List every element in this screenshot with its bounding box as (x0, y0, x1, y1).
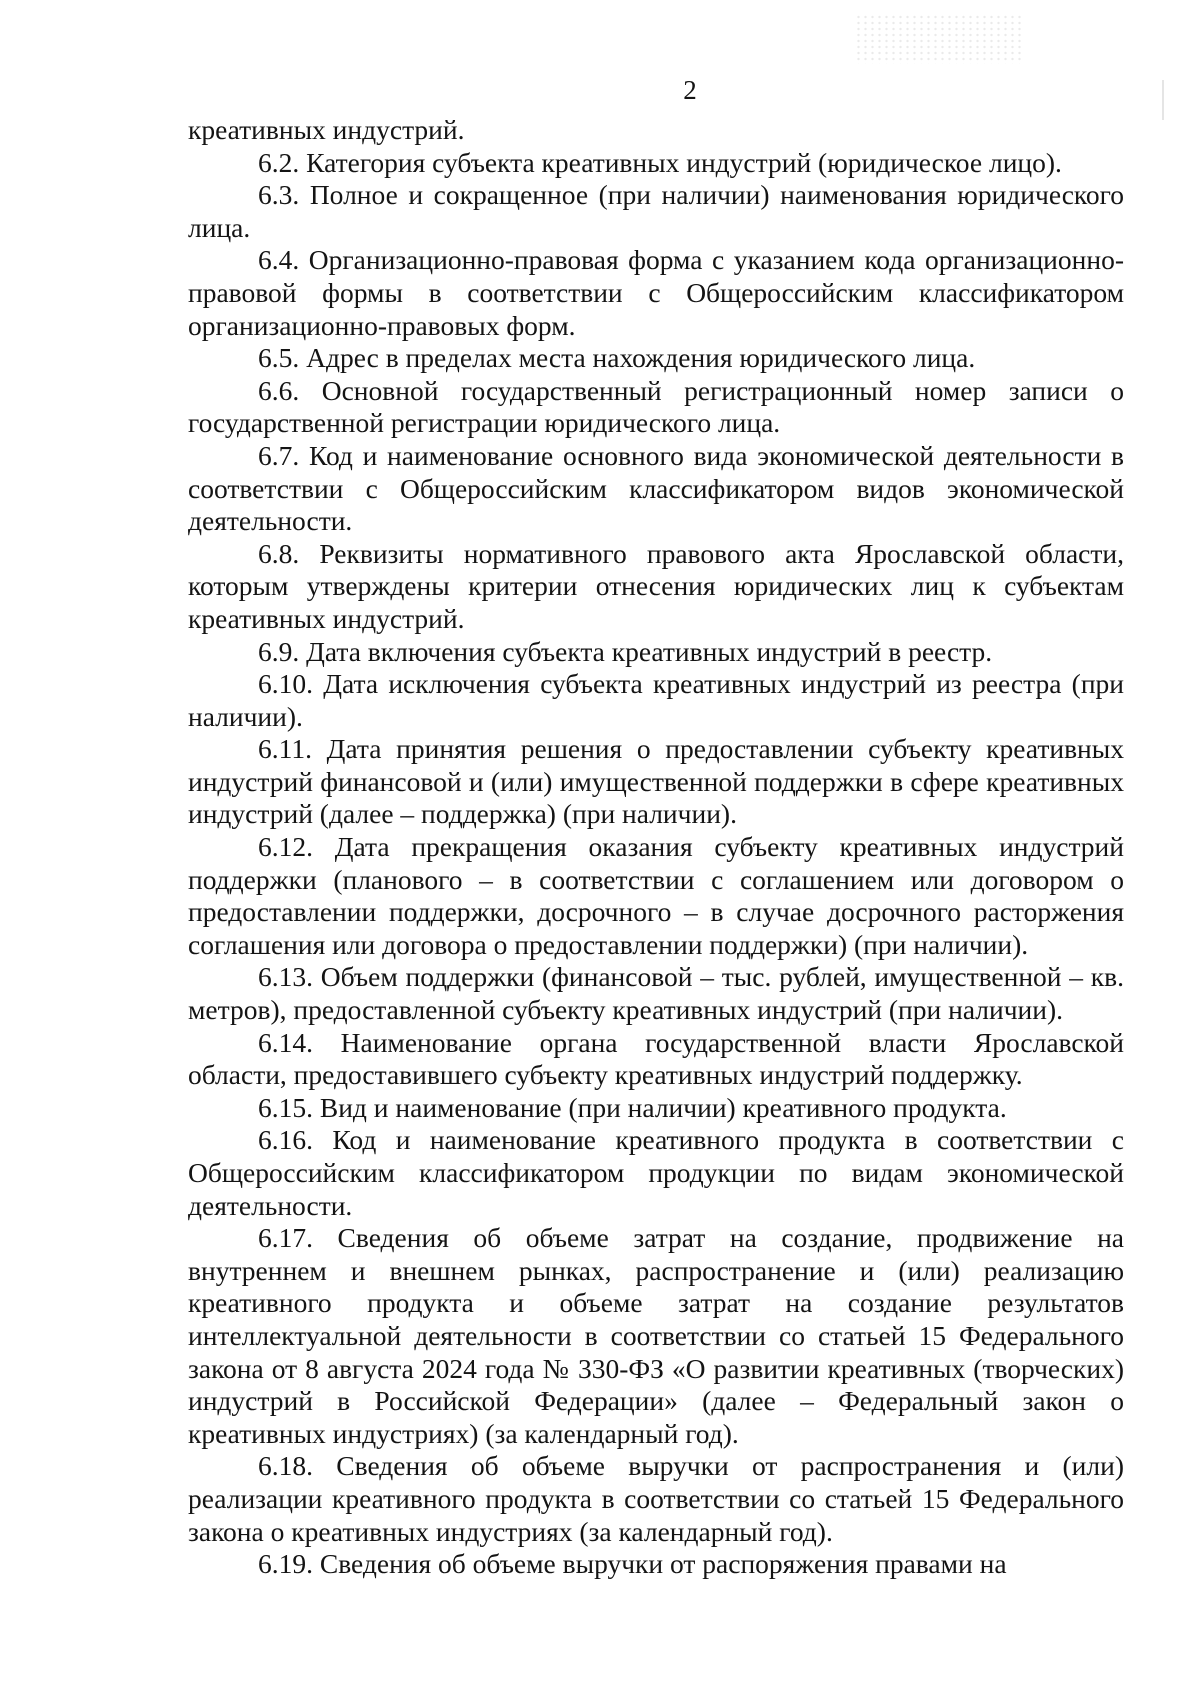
list-item-6-19: 6.19. Сведения об объеме выручки от распоряжения правами на (258, 1548, 1007, 1580)
list-item-6-5: 6.5. Адрес в пределах места нахождения юридического лица. (258, 342, 976, 374)
list-item-6-12: 6.12. Дата прекращения оказания субъекту креативных индустрий поддержки (планового – в соответствии с соглашением или договором о предоставлении поддержки, досрочного – в случае досрочного расторжения соглашения или договора о предоставлении поддержки) (при наличии). (188, 831, 1124, 960)
list-item-6-14: 6.14. Наименование органа государственной власти Ярославской области, предоставившего субъекту креативных индустрий поддержку. (188, 1026, 1124, 1091)
lead-fragment: креативных индустрий. (188, 114, 465, 145)
list-item-6-18: 6.18. Сведения об объеме выручки от распространения и (или) реализации креативного продукта в соответствии со статьей 15 Федерального закона о креативных индустриях (за календарный год). (188, 1450, 1124, 1547)
list-item-6-17: 6.17. Сведения об объеме затрат на создание, продвижение на внутреннем и внешнем рынках, распространение и (или) реализацию креативного продукта и объеме затрат на создание результатов интеллектуальной деятельности в соответствии со статьей 15 Федерального закона от 8 августа 2024 года № 330-ФЗ «О развитии креативных (творческих) индустрий в Российской Федерации» (далее – Федеральный закон о креативных индустриях) (за календарный год). (188, 1222, 1124, 1449)
list-item-6-9: 6.9. Дата включения субъекта креативных индустрий в реестр. (258, 635, 993, 667)
document-body (188, 114, 1124, 1581)
list-item-6-10: 6.10. Дата исключения субъекта креативных индустрий из реестра (при наличии). (188, 668, 1124, 732)
list-item-6-16: 6.16. Код и наименование креативного продукта в соответствии с Общероссийским классификатором продукции по видам экономической деятельности. (188, 1124, 1124, 1221)
list-item-6-13: 6.13. Объем поддержки (финансовой – тыс. рублей, имущественной – кв. метров), предоставленной субъекту креативных индустрий (при наличии). (188, 961, 1124, 1026)
list-item-6-7: 6.7. Код и наименование основного вида экономической деятельности в соответствии с Общероссийским классификатором видов экономической деятельности. (188, 439, 1124, 537)
list-item-6-15: 6.15. Вид и наименование (при наличии) креативного продукта. (258, 1091, 1007, 1123)
list-item-6-2: 6.2. Категория субъекта креативных индустрий (юридическое лицо). (258, 146, 1062, 178)
list-item-6-8: 6.8. Реквизиты нормативного правового акта Ярославской области, которым утверждены критерии отнесения юридических лиц к субъектам креативных индустрий. (188, 537, 1124, 634)
scan-noise (855, 14, 1025, 64)
list-item-6-3: 6.3. Полное и сокращенное (при наличии) наименования юридического лица. (188, 179, 1124, 243)
list-item-6-4: 6.4. Организационно-правовая форма с указанием кода организационно-правовой формы в соответствии с Общероссийским классификатором организационно-правовых форм. (188, 244, 1124, 341)
page-number: 2 (683, 75, 697, 105)
list-item-6-11: 6.11. Дата принятия решения о предоставлении субъекту креативных индустрий финансовой и (или) имущественной поддержки в сфере креативных индустрий (далее – поддержка) (при наличии). (188, 733, 1124, 830)
list-item-6-6: 6.6. Основной государственный регистрационный номер записи о государственной регистрации юридического лица. (188, 374, 1124, 439)
